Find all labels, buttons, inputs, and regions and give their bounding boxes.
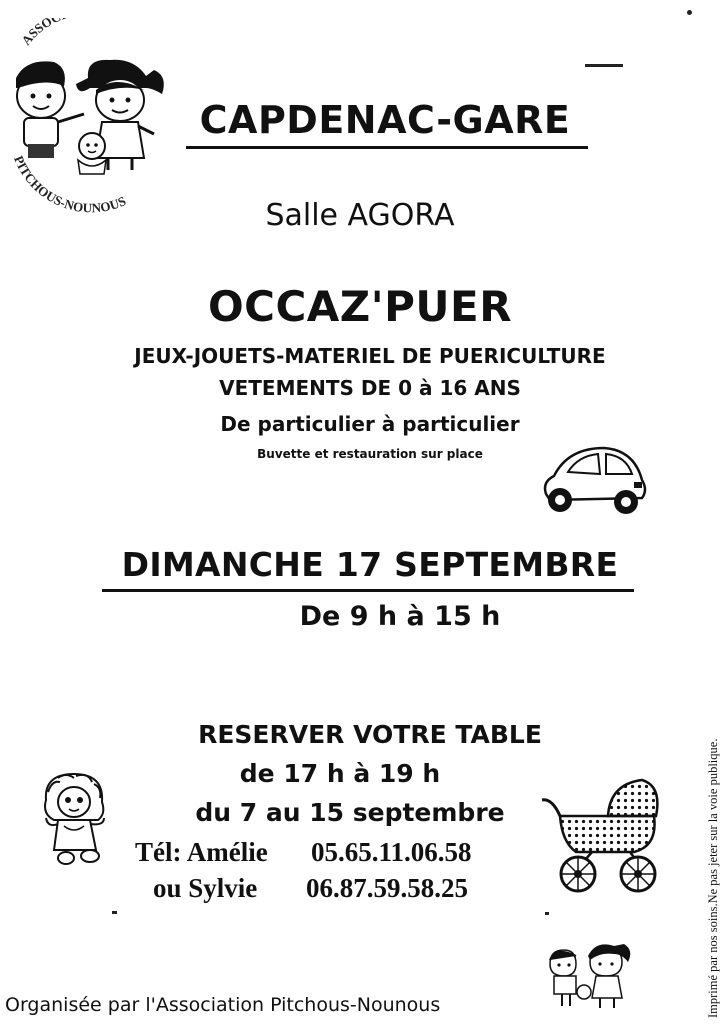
title-underline [186,146,588,149]
date-underline [102,589,634,592]
svg-text:ASSOCIATION [18,18,111,48]
association-logo-small [540,926,640,1022]
reservation-hours: de 17 h à 19 h [239,759,441,788]
contact-1-name: Tél: Amélie [135,837,268,867]
food-line: Buvette et restauration sur place [257,447,483,461]
pram-illustration [538,776,664,900]
logo-bottom-text: PITCHOUS-NOUNOUS [11,153,129,216]
printed-by-note: Imprimé par nos soins.Ne pas jeter sur la voie publique. [706,738,720,1018]
scan-mark [545,912,549,915]
organizer-line [5,994,440,1016]
contact-2-name: ou Sylvie [153,873,258,903]
contact-2-phone: 06.87.59.58.25 [306,873,468,903]
logo-top-text: ASSO [18,18,55,48]
event-hours: De 9 h à 15 h [299,601,501,632]
car-illustration [538,442,650,522]
car-icon [538,442,650,522]
reservation-dates: du 7 au 15 septembre [195,798,505,827]
venue-name: Salle AGORA [265,198,455,233]
pram-icon [538,776,664,900]
event-name: OCCAZ'PUER [207,282,513,331]
scan-mark [112,911,117,914]
reservation-title: RESERVER VOTRE TABLE [198,720,542,749]
contact-1-phone: 05.65.11.06.58 [311,837,472,867]
doll-illustration [40,770,112,868]
small-logo-icon [540,926,640,1022]
scan-mark [585,64,623,67]
doll-icon [40,770,112,868]
clothes-line: VETEMENTS DE 0 à 16 ANS [219,376,521,400]
scan-mark [687,10,692,15]
town-title: CAPDENAC-GARE [199,98,571,142]
organizer-prefix: Organisée par l' [5,994,156,1016]
event-date: DIMANCHE 17 SEPTEMBRE [121,545,619,584]
svg-text:PITCHOUS-NOUNOUS [11,153,128,215]
private-sale-line: De particulier à particulier [220,412,520,436]
items-line: JEUX-JOUETS-MATERIEL DE PUERICULTURE [134,344,606,368]
organizer-name: Association Pitchous-Nounous [155,994,441,1016]
